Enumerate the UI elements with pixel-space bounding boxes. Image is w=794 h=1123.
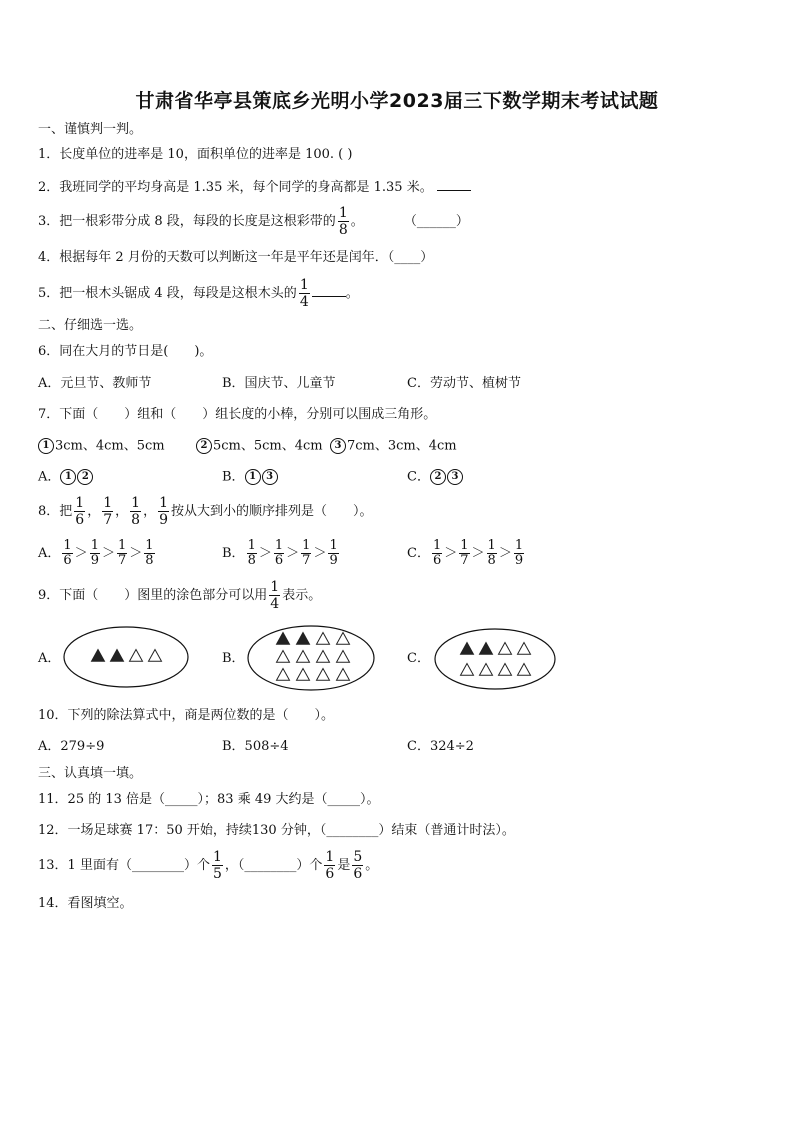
triangle-group-c [461,643,531,676]
figure-c [433,627,557,691]
shaded-triangle [480,643,493,655]
gt-sign: ＞ [313,546,327,561]
group-1-lengths: 3cm、4cm、5cm [55,438,165,454]
answer-blank[interactable] [312,284,346,297]
fraction: $\frac{1}{4}$ [270,579,280,612]
question-10: 10．下列的除法算式中，商是两位数的是（ ）。 [38,708,335,723]
group-2-lengths: 5cm、5cm、4cm [213,438,323,454]
fraction: $\frac{1}{6}$ [63,538,72,568]
option-c[interactable]: C． [407,651,430,666]
separator: ， [115,504,129,519]
option-b[interactable] [222,537,341,571]
figure-a [62,625,192,689]
fraction: $\frac{1}{7}$ [103,495,113,528]
unshaded-triangle [499,664,512,676]
group-2 [196,438,323,455]
unshaded-triangle [337,633,350,645]
fraction: $\frac{1}{8}$ [338,205,348,238]
circled-number-3: 3 [262,469,278,485]
option-label: B． [222,469,245,485]
answer-paren[interactable]: （______） [403,214,469,229]
shaded-triangle [461,643,474,655]
separator: ， [143,504,157,519]
question-9-suffix: 表示。 [282,588,322,603]
gt-sign: ＞ [444,546,458,561]
circled-number-3: 3 [330,438,346,454]
fraction: $\frac{1}{6}$ [325,849,335,882]
fraction: $\frac{1}{8}$ [145,538,154,568]
unshaded-triangle [337,669,350,681]
option-label: C． [407,469,430,485]
gt-sign: ＞ [498,546,512,561]
gt-sign: ＞ [129,546,143,561]
option-b[interactable] [222,469,279,486]
unshaded-triangle [499,643,512,655]
question-13-mid: ，（________）个 [224,858,323,873]
shaded-triangle [92,650,105,662]
option-c[interactable] [407,469,464,486]
unshaded-triangle [317,633,330,645]
gt-sign: ＞ [286,546,300,561]
question-8 [38,494,373,530]
unshaded-triangle [317,651,330,663]
gt-sign: ＞ [471,546,485,561]
circled-number-3: 3 [447,469,463,485]
unshaded-triangle [277,669,290,681]
figure-b [246,624,378,692]
ellipse-outline [64,627,188,687]
ellipse-outline [435,629,555,689]
option-a[interactable]: A．279÷9 [38,739,105,754]
triangle-group-a [92,650,162,662]
unshaded-triangle [461,664,474,676]
shaded-triangle [297,633,310,645]
unshaded-triangle [277,651,290,663]
question-9-text: 9．下面（ ）图里的涂色部分可以用 [38,588,268,603]
option-c[interactable] [407,537,526,571]
fraction: $\frac{1}{6}$ [432,538,442,568]
unshaded-triangle [518,664,531,676]
group-3 [330,438,457,455]
question-13-text: 13．1 里面有（________）个 [38,858,210,873]
section-heading-2: 二、仔细选一选。 [38,318,143,333]
option-a[interactable]: A． [38,651,61,666]
option-label: C． [407,546,430,561]
fraction: $\frac{1}{9}$ [159,495,169,528]
question-4: 4．根据每年 2 月份的天数可以判断这一年是平年还是闰年．（____） [38,250,434,265]
fraction: $\frac{1}{9}$ [90,538,99,568]
option-label: A． [38,469,61,485]
shaded-triangle [111,650,124,662]
unshaded-triangle [337,651,350,663]
option-a[interactable] [38,537,157,571]
unshaded-triangle [149,650,162,662]
section-heading-1: 一、谨慎判一判。 [38,122,143,137]
question-14: 14．看图填空。 [38,896,133,911]
circled-number-1: 1 [245,469,261,485]
question-8-suffix: 按从大到小的顺序排列是（ ）。 [171,504,373,519]
option-b[interactable]: B．508÷4 [222,739,289,754]
fraction: $\frac{1}{9}$ [329,538,338,568]
option-label: A． [38,546,61,561]
option-a[interactable]: A．元旦节、教师节 [38,376,152,391]
question-2-text: 2．我班同学的平均身高是 1.35 米，每个同学的身高都是 1.35 米。 [38,180,433,195]
punctuation: 。 [345,286,359,301]
circled-number-2: 2 [430,469,446,485]
answer-blank[interactable] [437,178,471,191]
fraction: $\frac{1}{6}$ [274,538,284,568]
circled-number-2: 2 [77,469,93,485]
question-5-text: 5．把一根木头锯成 4 段，每段是这根木头的 [38,286,297,301]
fraction: $\frac{1}{8}$ [131,495,141,528]
question-7: 7．下面（ ）组和（ ）组长度的小棒，分别可以围成三角形。 [38,407,437,422]
unshaded-triangle [317,669,330,681]
question-13-is: 是 [337,858,351,873]
group-1 [38,438,165,455]
gt-sign: ＞ [101,546,115,561]
ellipse-outline [248,626,374,690]
section-heading-3: 三、认真填一填。 [38,766,143,781]
question-8-prefix: 8．把 [38,504,73,519]
fraction: $\frac{1}{6}$ [75,495,85,528]
gt-sign: ＞ [74,546,88,561]
fraction: $\frac{1}{8}$ [247,538,256,568]
question-2 [38,178,471,196]
unshaded-triangle [297,669,310,681]
fraction: $\frac{1}{7}$ [460,538,469,568]
group-3-lengths: 7cm、3cm、4cm [347,438,457,454]
punctuation: 。 [365,858,379,873]
fraction: $\frac{1}{4}$ [299,277,309,310]
circled-number-1: 1 [60,469,76,485]
option-label: B． [222,546,245,561]
question-5 [38,276,359,312]
option-a[interactable] [38,469,94,486]
unshaded-triangle [480,664,493,676]
triangle-group-b [277,633,350,681]
gt-sign: ＞ [258,546,272,561]
question-3 [38,205,469,239]
fraction: $\frac{1}{7}$ [302,538,311,568]
unshaded-triangle [518,643,531,655]
question-13 [38,847,378,885]
fraction: $\frac{5}{6}$ [353,849,363,882]
separator: ， [87,504,101,519]
fraction: $\frac{1}{9}$ [514,538,524,568]
option-b[interactable]: B． [222,651,245,666]
circled-number-1: 1 [38,438,54,454]
question-3-text: 3．把一根彩带分成 8 段，每段的长度是这根彩带的 [38,214,336,229]
circled-number-2: 2 [196,438,212,454]
question-12: 12．一场足球赛 17：50 开始，持续130 分钟，（________）结束（普通计时法）。 [38,823,515,838]
option-b[interactable]: B．国庆节、儿童节 [222,376,336,391]
fraction: $\frac{1}{8}$ [487,538,496,568]
question-9 [38,577,321,615]
punctuation: 。 [350,214,364,229]
shaded-triangle [277,633,290,645]
unshaded-triangle [130,650,143,662]
fraction: $\frac{1}{5}$ [212,849,222,882]
fraction: $\frac{1}{7}$ [117,538,127,568]
page-title: 甘肃省华亭县策底乡光明小学2023届三下数学期末考试试题 [135,90,659,112]
question-11: 11．25 的 13 倍是（_____）；83 乘 49 大约是（_____）。 [38,792,380,807]
question-1: 1．长度单位的进率是 10，面积单位的进率是 100. ( ) [38,147,353,162]
option-c[interactable]: C．劳动节、植树节 [407,376,521,391]
unshaded-triangle [297,651,310,663]
question-6: 6．同在大月的节日是( )。 [38,344,213,359]
option-c[interactable]: C．324÷2 [407,739,474,754]
